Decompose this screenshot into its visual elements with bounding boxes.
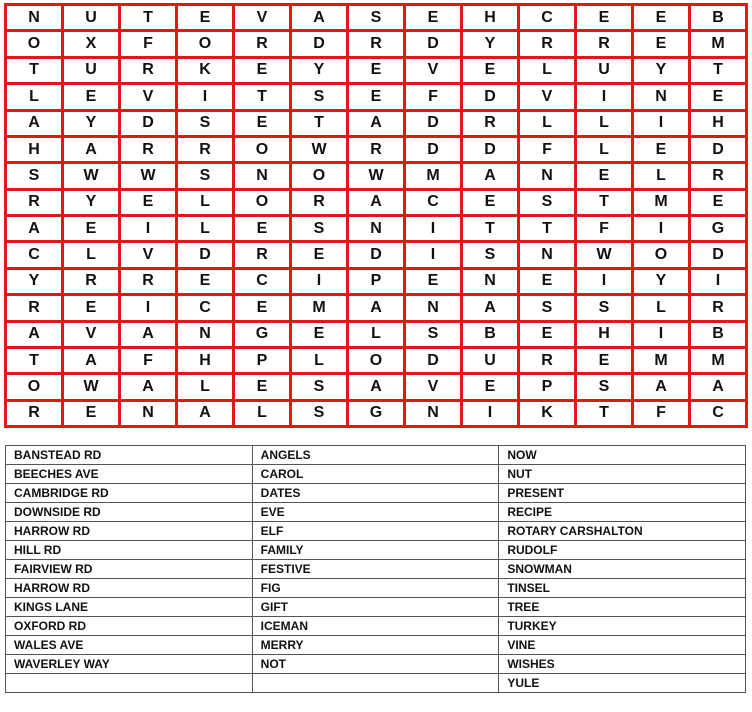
grid-cell[interactable]: A [349, 296, 403, 319]
word-list-row [6, 674, 746, 693]
grid-cell[interactable]: D [406, 112, 460, 135]
grid-cell[interactable]: T [577, 191, 631, 214]
grid-cell[interactable]: N [7, 6, 61, 29]
word-list-item: TREE [499, 598, 746, 617]
grid-cell[interactable]: D [463, 85, 517, 108]
grid-cell[interactable]: M [634, 191, 688, 214]
grid-cell[interactable]: R [349, 32, 403, 55]
grid-cell[interactable]: E [349, 59, 403, 82]
grid-cell[interactable]: A [691, 375, 745, 398]
grid-cell[interactable]: S [577, 375, 631, 398]
grid-cell[interactable]: T [121, 6, 175, 29]
grid-cell[interactable]: L [349, 323, 403, 346]
grid-cell[interactable]: F [634, 402, 688, 425]
word-list-item: DATES [252, 484, 499, 503]
grid-cell[interactable]: S [520, 191, 574, 214]
grid-cell[interactable]: R [7, 402, 61, 425]
grid-cell[interactable]: N [349, 217, 403, 240]
grid-cell[interactable]: E [235, 296, 289, 319]
grid-cell[interactable]: P [235, 349, 289, 372]
grid-cell[interactable]: I [121, 296, 175, 319]
grid-cell[interactable]: F [520, 138, 574, 161]
grid-cell[interactable]: A [349, 375, 403, 398]
grid-cell[interactable]: A [64, 138, 118, 161]
grid-cell[interactable]: D [691, 243, 745, 266]
grid-cell[interactable]: O [292, 164, 346, 187]
word-list-row [6, 636, 746, 655]
grid-cell[interactable]: A [349, 112, 403, 135]
word-list-item: BEECHES AVE [6, 465, 253, 484]
grid-cell[interactable]: S [577, 296, 631, 319]
grid-cell[interactable]: Y [463, 32, 517, 55]
word-list-row [6, 446, 746, 465]
grid-cell[interactable]: A [64, 349, 118, 372]
grid-cell[interactable]: E [463, 375, 517, 398]
grid-cell[interactable]: B [463, 323, 517, 346]
grid-cell[interactable]: W [64, 375, 118, 398]
word-list-item: GIFT [252, 598, 499, 617]
grid-cell[interactable]: T [520, 217, 574, 240]
grid-cell[interactable]: T [292, 112, 346, 135]
grid-cell[interactable]: M [292, 296, 346, 319]
grid-cell[interactable]: L [577, 138, 631, 161]
grid-cell[interactable]: W [292, 138, 346, 161]
grid-cell[interactable]: E [634, 138, 688, 161]
grid-cell[interactable]: W [121, 164, 175, 187]
grid-cell[interactable]: N [235, 164, 289, 187]
grid-cell[interactable]: I [634, 323, 688, 346]
word-list-item: WISHES [499, 655, 746, 674]
grid-cell[interactable]: E [235, 112, 289, 135]
grid-cell[interactable]: R [292, 191, 346, 214]
grid-cell[interactable]: E [292, 243, 346, 266]
grid-cell[interactable]: P [349, 270, 403, 293]
word-list-item: EVE [252, 503, 499, 522]
grid-cell[interactable]: F [121, 32, 175, 55]
grid-cell[interactable]: R [7, 296, 61, 319]
word-list-item [252, 674, 499, 693]
grid-cell[interactable]: E [634, 6, 688, 29]
word-list-item: FESTIVE [252, 560, 499, 579]
grid-cell[interactable]: E [577, 164, 631, 187]
grid-cell[interactable]: N [520, 164, 574, 187]
grid-cell[interactable]: C [406, 191, 460, 214]
grid-cell[interactable]: S [7, 164, 61, 187]
word-list-item: HARROW RD [6, 579, 253, 598]
grid-cell[interactable]: F [121, 349, 175, 372]
grid-cell[interactable]: L [520, 112, 574, 135]
word-list-item: ROTARY CARSHALTON [499, 522, 746, 541]
grid-cell[interactable]: S [406, 323, 460, 346]
grid-cell[interactable]: Y [634, 270, 688, 293]
grid-cell[interactable]: W [64, 164, 118, 187]
grid-cell[interactable]: D [406, 32, 460, 55]
grid-cell[interactable]: A [463, 296, 517, 319]
grid-cell[interactable]: L [7, 85, 61, 108]
grid-cell[interactable]: H [7, 138, 61, 161]
grid-cell[interactable]: V [406, 375, 460, 398]
grid-cell[interactable]: E [406, 270, 460, 293]
grid-cell[interactable]: Y [64, 112, 118, 135]
grid-cell[interactable]: M [634, 349, 688, 372]
word-list-row [6, 541, 746, 560]
grid-cell[interactable]: C [7, 243, 61, 266]
grid-cell[interactable]: E [235, 217, 289, 240]
word-list-item: SNOWMAN [499, 560, 746, 579]
word-list-row [6, 484, 746, 503]
grid-cell[interactable]: A [121, 375, 175, 398]
word-list-table [5, 445, 746, 693]
grid-cell[interactable]: E [406, 6, 460, 29]
word-list-item: CAMBRIDGE RD [6, 484, 253, 503]
grid-cell[interactable]: O [349, 349, 403, 372]
grid-cell[interactable]: D [292, 32, 346, 55]
grid-cell[interactable]: S [520, 296, 574, 319]
word-list-item: NOT [252, 655, 499, 674]
word-list-item: WAVERLEY WAY [6, 655, 253, 674]
word-list-item: FAIRVIEW RD [6, 560, 253, 579]
grid-cell[interactable]: E [64, 217, 118, 240]
grid-cell[interactable]: A [292, 6, 346, 29]
grid-cell[interactable]: V [121, 243, 175, 266]
grid-cell[interactable]: B [691, 6, 745, 29]
grid-cell[interactable]: C [520, 6, 574, 29]
grid-cell[interactable]: R [64, 270, 118, 293]
grid-cell[interactable]: O [178, 32, 232, 55]
grid-cell[interactable]: N [520, 243, 574, 266]
word-list-row [6, 617, 746, 636]
grid-cell[interactable]: I [178, 85, 232, 108]
grid-cell[interactable]: K [520, 402, 574, 425]
grid-cell[interactable]: E [178, 270, 232, 293]
word-list-item: YULE [499, 674, 746, 693]
grid-cell[interactable]: S [349, 6, 403, 29]
word-list-item: NOW [499, 446, 746, 465]
grid-cell[interactable]: E [178, 6, 232, 29]
grid-cell[interactable]: L [634, 164, 688, 187]
word-list-item: DOWNSIDE RD [6, 503, 253, 522]
grid-cell[interactable]: A [634, 375, 688, 398]
word-list-item: FIG [252, 579, 499, 598]
grid-cell[interactable]: U [64, 6, 118, 29]
grid-cell[interactable]: U [64, 59, 118, 82]
grid-cell[interactable]: E [349, 85, 403, 108]
grid-cell[interactable]: N [121, 402, 175, 425]
grid-cell[interactable]: H [691, 112, 745, 135]
grid-cell[interactable]: L [634, 296, 688, 319]
word-list-item: FAMILY [252, 541, 499, 560]
word-list-row [6, 522, 746, 541]
grid-cell[interactable]: R [691, 296, 745, 319]
grid-cell[interactable]: F [577, 217, 631, 240]
grid-cell[interactable]: S [292, 402, 346, 425]
grid-cell[interactable]: R [577, 32, 631, 55]
grid-cell[interactable]: O [7, 32, 61, 55]
grid-cell[interactable]: H [577, 323, 631, 346]
grid-cell[interactable]: V [406, 59, 460, 82]
grid-cell[interactable]: R [520, 32, 574, 55]
grid-cell[interactable]: A [178, 402, 232, 425]
grid-cell[interactable]: L [178, 217, 232, 240]
grid-cell[interactable]: S [178, 164, 232, 187]
grid-cell[interactable]: T [235, 85, 289, 108]
grid-cell[interactable]: R [7, 191, 61, 214]
word-list-item: ANGELS [252, 446, 499, 465]
word-list-item: TURKEY [499, 617, 746, 636]
grid-cell[interactable]: R [121, 138, 175, 161]
word-list-item: WALES AVE [6, 636, 253, 655]
word-list-item: ICEMAN [252, 617, 499, 636]
grid-cell[interactable]: F [406, 85, 460, 108]
grid-cell[interactable]: T [7, 349, 61, 372]
word-list-item: TINSEL [499, 579, 746, 598]
grid-cell[interactable]: I [292, 270, 346, 293]
grid-cell[interactable]: A [463, 164, 517, 187]
grid-cell[interactable]: L [577, 112, 631, 135]
grid-cell[interactable]: U [577, 59, 631, 82]
grid-cell[interactable]: L [178, 191, 232, 214]
grid-cell[interactable]: R [349, 138, 403, 161]
grid-cell[interactable]: C [235, 270, 289, 293]
grid-cell[interactable]: T [463, 217, 517, 240]
grid-cell[interactable]: T [577, 402, 631, 425]
grid-cell[interactable]: L [178, 375, 232, 398]
grid-cell[interactable]: E [634, 32, 688, 55]
grid-cell[interactable]: S [178, 112, 232, 135]
grid-cell[interactable]: X [64, 32, 118, 55]
grid-cell[interactable]: W [577, 243, 631, 266]
grid-cell[interactable]: L [235, 402, 289, 425]
grid-cell[interactable]: I [463, 402, 517, 425]
word-list-item: MERRY [252, 636, 499, 655]
grid-cell[interactable]: Y [634, 59, 688, 82]
grid-cell[interactable]: E [64, 85, 118, 108]
grid-cell[interactable]: Y [292, 59, 346, 82]
word-list-item: OXFORD RD [6, 617, 253, 636]
grid-cell[interactable]: D [406, 349, 460, 372]
grid-cell[interactable]: I [406, 217, 460, 240]
grid-cell[interactable]: D [406, 138, 460, 161]
grid-cell[interactable]: I [577, 85, 631, 108]
grid-cell[interactable]: S [463, 243, 517, 266]
grid-cell[interactable]: S [292, 85, 346, 108]
grid-cell[interactable]: H [178, 349, 232, 372]
grid-cell[interactable]: U [463, 349, 517, 372]
grid-cell[interactable]: T [691, 59, 745, 82]
grid-cell[interactable]: E [121, 191, 175, 214]
grid-cell[interactable]: A [121, 323, 175, 346]
grid-cell[interactable]: N [178, 323, 232, 346]
grid-cell[interactable]: R [235, 243, 289, 266]
grid-cell[interactable]: M [691, 349, 745, 372]
grid-cell[interactable]: E [577, 349, 631, 372]
word-list-item: RECIPE [499, 503, 746, 522]
grid-cell[interactable]: D [178, 243, 232, 266]
grid-cell[interactable]: G [691, 217, 745, 240]
grid-cell[interactable]: G [235, 323, 289, 346]
grid-cell[interactable]: Y [7, 270, 61, 293]
word-list-item: KINGS LANE [6, 598, 253, 617]
grid-cell[interactable]: R [121, 270, 175, 293]
grid-cell[interactable]: L [520, 59, 574, 82]
grid-cell[interactable]: I [577, 270, 631, 293]
word-list-row [6, 503, 746, 522]
grid-cell[interactable]: T [7, 59, 61, 82]
grid-cell[interactable]: I [634, 217, 688, 240]
grid-cell[interactable]: A [7, 217, 61, 240]
grid-cell[interactable]: E [691, 85, 745, 108]
grid-cell[interactable]: E [691, 191, 745, 214]
grid-cell[interactable]: C [178, 296, 232, 319]
grid-cell[interactable]: N [406, 296, 460, 319]
grid-cell[interactable]: M [406, 164, 460, 187]
grid-cell[interactable]: P [520, 375, 574, 398]
grid-cell[interactable]: A [7, 323, 61, 346]
grid-cell[interactable]: E [235, 375, 289, 398]
grid-cell[interactable]: A [349, 191, 403, 214]
word-list-item: HARROW RD [6, 522, 253, 541]
word-list-item: BANSTEAD RD [6, 446, 253, 465]
grid-cell[interactable]: D [691, 138, 745, 161]
grid-cell[interactable]: R [520, 349, 574, 372]
letter-grid [4, 3, 748, 428]
word-list-row [6, 560, 746, 579]
grid-cell[interactable]: E [577, 6, 631, 29]
grid-cell[interactable]: E [235, 59, 289, 82]
word-list-row [6, 465, 746, 484]
word-list-item: RUDOLF [499, 541, 746, 560]
grid-cell[interactable]: Y [64, 191, 118, 214]
grid-cell[interactable]: V [520, 85, 574, 108]
grid-cell[interactable]: O [7, 375, 61, 398]
word-list-item: VINE [499, 636, 746, 655]
grid-cell[interactable]: L [292, 349, 346, 372]
grid-cell[interactable]: R [235, 32, 289, 55]
grid-cell[interactable]: D [463, 138, 517, 161]
grid-cell[interactable]: D [349, 243, 403, 266]
word-list-item: CAROL [252, 465, 499, 484]
grid-cell[interactable]: O [235, 138, 289, 161]
grid-cell[interactable]: V [121, 85, 175, 108]
grid-cell[interactable]: R [121, 59, 175, 82]
grid-cell[interactable]: O [634, 243, 688, 266]
grid-cell[interactable]: H [463, 6, 517, 29]
grid-cell[interactable]: V [64, 323, 118, 346]
grid-cell[interactable]: N [406, 402, 460, 425]
grid-cell[interactable]: E [520, 270, 574, 293]
grid-cell[interactable]: E [463, 191, 517, 214]
word-list-row [6, 598, 746, 617]
grid-cell[interactable]: E [64, 296, 118, 319]
word-list-row [6, 579, 746, 598]
grid-cell[interactable]: O [235, 191, 289, 214]
grid-cell[interactable]: E [463, 59, 517, 82]
grid-cell[interactable]: E [520, 323, 574, 346]
grid-cell[interactable]: K [178, 59, 232, 82]
word-list-item [6, 674, 253, 693]
word-list-row [6, 655, 746, 674]
word-list-item: ELF [252, 522, 499, 541]
grid-cell[interactable]: B [691, 323, 745, 346]
grid-cell[interactable]: R [463, 112, 517, 135]
grid-cell[interactable]: V [235, 6, 289, 29]
grid-cell[interactable]: R [178, 138, 232, 161]
grid-cell[interactable]: M [691, 32, 745, 55]
grid-cell[interactable]: A [7, 112, 61, 135]
grid-cell[interactable]: I [121, 217, 175, 240]
grid-cell[interactable]: L [64, 243, 118, 266]
grid-cell[interactable]: W [349, 164, 403, 187]
word-list-item: NUT [499, 465, 746, 484]
grid-cell[interactable]: C [691, 402, 745, 425]
grid-cell[interactable]: I [634, 112, 688, 135]
grid-cell[interactable]: D [121, 112, 175, 135]
grid-cell[interactable]: S [292, 375, 346, 398]
grid-cell[interactable]: S [292, 217, 346, 240]
word-list-item: HILL RD [6, 541, 253, 560]
grid-cell[interactable]: R [691, 164, 745, 187]
grid-cell[interactable]: N [634, 85, 688, 108]
grid-cell[interactable]: G [349, 402, 403, 425]
grid-cell[interactable]: I [691, 270, 745, 293]
grid-cell[interactable]: N [463, 270, 517, 293]
grid-cell[interactable]: I [406, 243, 460, 266]
grid-cell[interactable]: E [64, 402, 118, 425]
word-list-item: PRESENT [499, 484, 746, 503]
grid-cell[interactable]: E [292, 323, 346, 346]
